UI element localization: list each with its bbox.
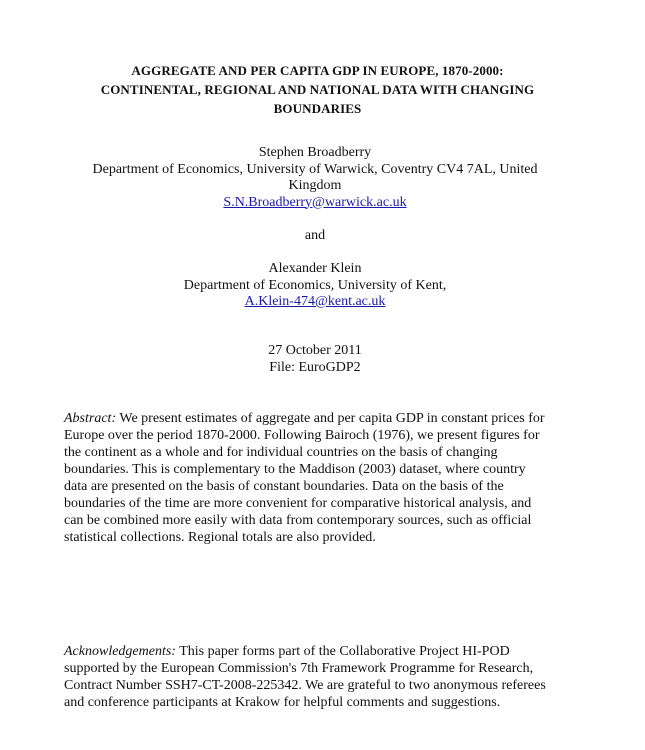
author-block-1 (60, 145, 570, 211)
abstract-line-6: boundaries of the time are more convenient for comparative historical analysis, and (64, 496, 532, 511)
author-affiliation-1a: Department of Economics, University of Warwick, Coventry CV4 7AL, United (92, 161, 538, 177)
author-affiliation-1b: Kingdom (288, 178, 342, 193)
title-line-2: CONTINENTAL, REGIONAL AND NATIONAL DATA WITH CHANGING (100, 82, 535, 97)
abstract-line-7: can be combined more easily with data from contemporary sources, such as official (64, 513, 532, 528)
abstract-line-8: statistical collections. Regional totals are also provided. (64, 530, 376, 545)
abstract-line-2: Europe over the period 1870-2000. Following Bairoch (1976), we present figures for (64, 428, 540, 443)
date-block (60, 343, 570, 376)
abstract (64, 410, 584, 546)
author-name-1: Stephen Broadberry (258, 145, 372, 160)
abstract-label: Abstract: (64, 411, 117, 426)
paper-date: 27 October 2011 (268, 343, 362, 358)
abstract-line-5: data are presented on the basis of constant boundaries. Data on the basis of the (64, 479, 504, 494)
author-name-2: Alexander Klein (268, 261, 362, 276)
acknowledgements-line-2: supported by the European Commission's 7th Framework Programme for Research, (64, 661, 534, 676)
acknowledgements-line-1: This paper forms part of the Collaborative Project HI-POD (175, 644, 510, 659)
author-conjunction: and (304, 228, 326, 243)
author-email-link-2[interactable]: A.Klein-474@kent.ac.uk (244, 294, 386, 309)
acknowledgements-line-4: and conference participants at Krakow for helpful comments and suggestions. (64, 695, 501, 710)
acknowledgements (64, 643, 584, 711)
abstract-line-3: the continent as a whole and for individual countries on the basis of changing (64, 445, 498, 460)
title-line-3: BOUNDARIES (273, 101, 362, 116)
acknowledgements-line-3: Contract Number SSH7-CT-2008-225342. We are grateful to two anonymous referees (64, 678, 546, 693)
acknowledgements-label: Acknowledgements: (64, 644, 176, 659)
title-line-1: AGGREGATE AND PER CAPITA GDP IN EUROPE, 1870-2000: (131, 63, 504, 78)
author-block-2 (60, 261, 570, 311)
abstract-line-4: boundaries. This is complementary to the Maddison (2003) dataset, where country (64, 462, 526, 477)
paper-title (40, 61, 595, 118)
author-email-link-1[interactable]: S.N.Broadberry@warwick.ac.uk (223, 194, 407, 210)
author-affiliation-2: Department of Economics, University of Kent, (183, 277, 447, 293)
abstract-line-1: We present estimates of aggregate and per capita GDP in constant prices for (116, 411, 545, 426)
file-name: File: EuroGDP2 (269, 359, 361, 375)
